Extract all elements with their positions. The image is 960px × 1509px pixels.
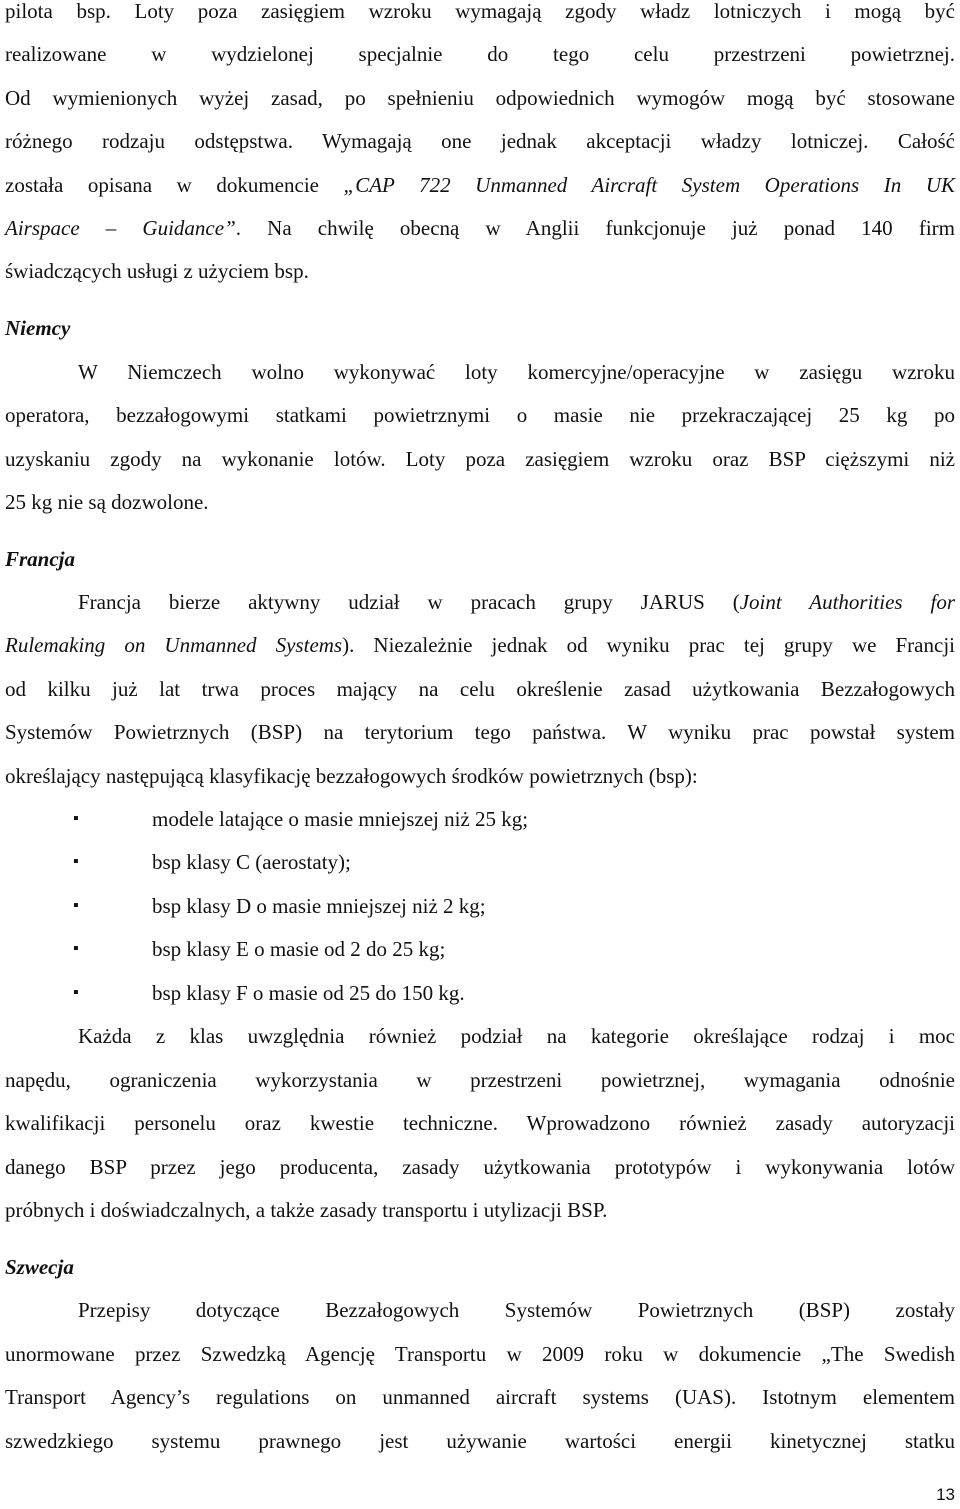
paragraph-line: próbnych i doświadczalnych, a także zasady transportu i utylizacji BSP. <box>5 1198 608 1222</box>
list-item-text: modele latające o masie mniejszej niż 25 kg; <box>152 807 529 831</box>
paragraph-line: różnego rodzaju odstępstwa. Wymagają one jednak akceptacji władzy lotniczej. Całość <box>5 129 955 153</box>
list-item-text: bsp klasy F o masie od 25 do 150 kg. <box>152 981 465 1005</box>
list-item-text: bsp klasy C (aerostaty); <box>152 850 351 874</box>
section-heading-szwecja: Szwecja <box>5 1255 74 1279</box>
paragraph-line: napędu, ograniczenia wykorzystania w przestrzeni powietrznej, wymagania odnośnie <box>5 1068 955 1092</box>
paragraph-line: określający następującą klasyfikację bezzałogowych środków powietrznych (bsp): <box>5 764 698 788</box>
paragraph-line: Airspace – Guidance”. Na chwilę obecną w Anglii funkcjonuje już ponad 140 firm <box>5 216 955 240</box>
paragraph-line: danego BSP przez jego producenta, zasady użytkowania prototypów i wykonywania lotów <box>5 1155 955 1179</box>
square-bullet-icon: ▪ <box>73 897 79 914</box>
list-item-text: bsp klasy D o masie mniejszej niż 2 kg; <box>152 894 486 918</box>
paragraph-line: Od wymienionych wyżej zasad, po spełnieniu odpowiednich wymogów mogą być stosowane <box>5 86 955 110</box>
paragraph-line: pilota bsp. Loty poza zasięgiem wzroku wymagają zgody władz lotniczych i mogą być <box>5 0 955 23</box>
paragraph-line: świadczących usługi z użyciem bsp. <box>5 259 309 283</box>
paragraph-line: Każda z klas uwzględnia również podział na kategorie określające rodzaj i moc <box>78 1024 955 1048</box>
paragraph-line: uzyskaniu zgody na wykonanie lotów. Loty poza zasięgiem wzroku oraz BSP cięższymi niż <box>5 447 955 471</box>
square-bullet-icon: ▪ <box>73 810 79 827</box>
paragraph-line: została opisana w dokumencie „CAP 722 Unmanned Aircraft System Operations In UK <box>5 173 955 197</box>
paragraph-line: Systemów Powietrznych (BSP) na terytorium tego państwa. W wyniku prac powstał system <box>5 720 955 744</box>
paragraph-line: Francja bierze aktywny udział w pracach grupy JARUS (Joint Authorities for <box>78 590 955 614</box>
list-item-text: bsp klasy E o masie od 2 do 25 kg; <box>152 937 446 961</box>
paragraph-line: 25 kg nie są dozwolone. <box>5 490 209 514</box>
page-number: 13 <box>936 1485 955 1504</box>
paragraph-line: szwedzkiego systemu prawnego jest używanie wartości energii kinetycznej statku <box>5 1429 955 1453</box>
square-bullet-icon: ▪ <box>73 984 79 1001</box>
section-heading-niemcy: Niemcy <box>5 316 71 340</box>
paragraph-line: unormowane przez Szwedzką Agencję Transportu w 2009 roku w dokumencie „The Swedish <box>5 1342 955 1366</box>
paragraph-line: operatora, bezzałogowymi statkami powietrznymi o masie nie przekraczającej 25 kg po <box>5 403 955 427</box>
square-bullet-icon: ▪ <box>73 853 79 870</box>
paragraph-line: Transport Agency’s regulations on unmanned aircraft systems (UAS). Istotnym elementem <box>5 1385 955 1409</box>
paragraph-line: kwalifikacji personelu oraz kwestie techniczne. Wprowadzono również zasady autoryzacji <box>5 1111 955 1135</box>
section-heading-francja: Francja <box>5 547 76 571</box>
paragraph-line: W Niemczech wolno wykonywać loty komercyjne/operacyjne w zasięgu wzroku <box>78 360 955 384</box>
paragraph-line: Rulemaking on Unmanned Systems). Niezależnie jednak od wyniku prac tej grupy we Francji <box>5 633 955 657</box>
paragraph-line: realizowane w wydzielonej specjalnie do tego celu przestrzeni powietrznej. <box>5 42 955 66</box>
square-bullet-icon: ▪ <box>73 940 79 957</box>
paragraph-line: od kilku już lat trwa proces mający na celu określenie zasad użytkowania Bezzałogowych <box>5 677 955 701</box>
paragraph-line: Przepisy dotyczące Bezzałogowych Systemów Powietrznych (BSP) zostały <box>78 1298 955 1322</box>
